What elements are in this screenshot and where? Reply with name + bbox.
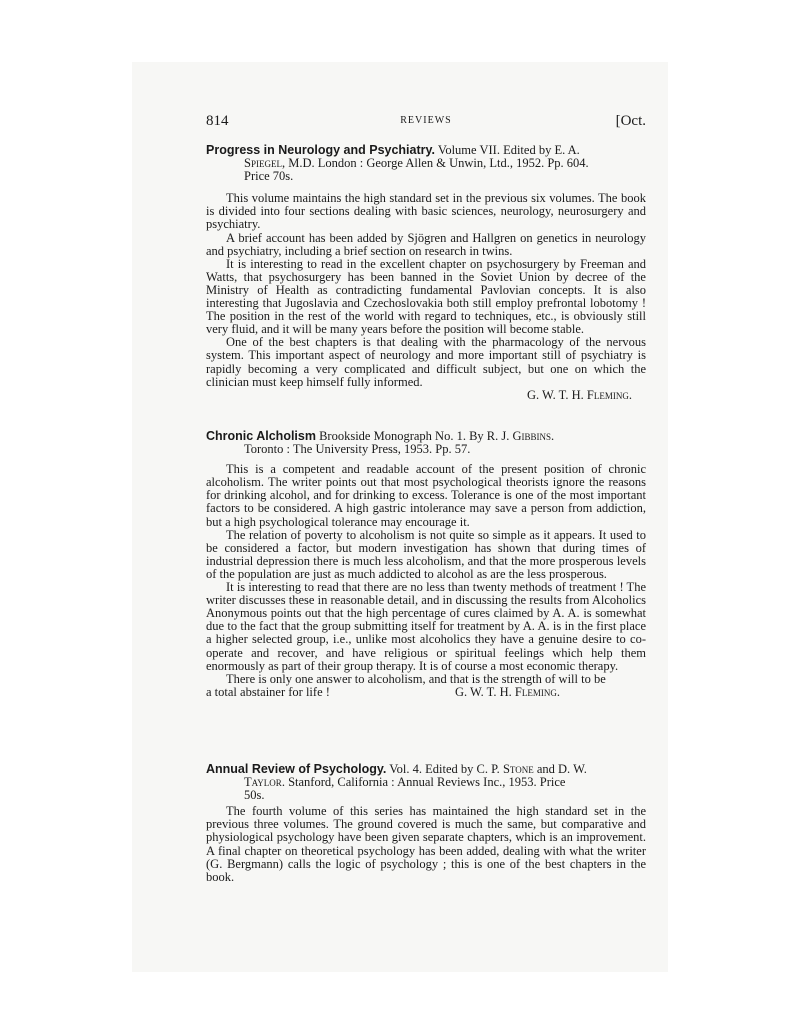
review-1: [206, 144, 646, 402]
review-1-paragraph: This volume maintains the high standard set in the previous six volumes. The book is divided into four sections dealing with basic sciences, neurology, neurosurgery and psychiatry.: [206, 191, 646, 232]
review-3-citation: Annual Review of Psychology. Vol. 4. Edited by C. P. Stone and D. W. Taylor. Stanford, California : Annual Reviews Inc., 1953. Price 50s.: [206, 762, 587, 803]
review-2-closing-line: a total abstainer for life !: [206, 684, 330, 699]
review-2: [206, 430, 646, 699]
review-2-paragraph: This is a competent and readable account of the present position of chronic alcoholism. The writer points out that most psychological theorists ignore the reasons for drinking alcohol, and for drinking to excess. Tolerance is one of the most important factors to be considered. A high gastric intolerance may save a person from addiction, but a high psychological tolerance may encourage it.: [206, 462, 646, 529]
review-2-signature: G. W. T. H. Fleming.: [454, 684, 560, 699]
review-3-title: Annual Review of Psychology.: [206, 762, 387, 776]
page-number: 814: [206, 113, 229, 129]
review-2-paragraph: There is only one answer to alcoholism, and that is the strength of will to be: [226, 671, 606, 686]
running-head: REVIEWS: [400, 115, 452, 126]
review-1-paragraph: One of the best chapters is that dealing with the pharmacology of the nervous system. This important aspect of neurology and more important still of psychiatry is rapidly becoming a very complicated and difficult subject, but one on which the clinician must keep himself fully informed.: [206, 335, 646, 389]
review-2-closing: [206, 686, 646, 699]
review-1-paragraph: A brief account has been added by Sjögren and Hallgren on genetics in neurology and psychiatry, including a brief section on research in twins.: [206, 230, 646, 258]
review-1-title: Progress in Neurology and Psychiatry.: [206, 143, 436, 157]
running-header: [206, 113, 646, 133]
review-1-citation: Progress in Neurology and Psychiatry. Volume VII. Edited by E. A. Spiegel, M.D. London : George Allen & Unwin, Ltd., 1952. Pp. 604. Price 70s.: [206, 143, 589, 184]
review-1-paragraph: It is interesting to read in the excellent chapter on psychosurgery by Freeman and Watts, that psychosurgery has been banned in the Soviet Union by decree of the Ministry of Health as contradicting fundamental Pavlovian concepts. It is also interesting that Jugoslavia and Czechoslovakia both still employ prefrontal lobotomy ! The position in the rest of the world with regard to techniques, etc., is obviously still very fluid, and it will be many years before the position will become stable.: [206, 256, 646, 337]
review-1-signature: G. W. T. H. Fleming.: [526, 387, 632, 402]
review-2-paragraph: It is interesting to read that there are no less than twenty methods of treatment ! The writer discusses these in reasonable detail, and in discussing the results from Alcoholics Anonymous points out that the high percentage of cures claimed by A. A. is somewhat due to the fact that the group submitting itself for treatment by A. A. is in the first place a higher selected group, i.e., unlike most alcoholics they have a genuine desire to co-operate and recover, and have religious or spiritual feelings which help them enormously as part of their group therapy. It is of course a most economic therapy.: [206, 580, 646, 673]
review-3: [206, 763, 646, 884]
review-2-paragraph: The relation of poverty to alcoholism is not quite so simple as it appears. It used to be considered a factor, but modern investigation has shown that during times of industrial depression there is much less alcoholism, and that the more prosperous levels of the population are just as much addicted to alcohol as are the less prosperous.: [206, 527, 646, 581]
review-2-citation: Chronic Alcholism Brookside Monograph No. 1. By R. J. Gibbins. Toronto : The University Press, 1953. Pp. 57.: [206, 429, 555, 457]
review-3-paragraph: The fourth volume of this series has maintained the high standard set in the previous three volumes. The ground covered is much the same, but comparative and physiological psychology have been given separate chapters, which is an improvement. A final chapter on theoretical psychology has been added, dealing with what the writer (G. Bergmann) calls the logic of psychology ; this is one of the best chapters in the book.: [206, 804, 646, 884]
review-2-title: Chronic Alcholism: [206, 429, 316, 443]
issue-month: [Oct.: [615, 113, 646, 129]
